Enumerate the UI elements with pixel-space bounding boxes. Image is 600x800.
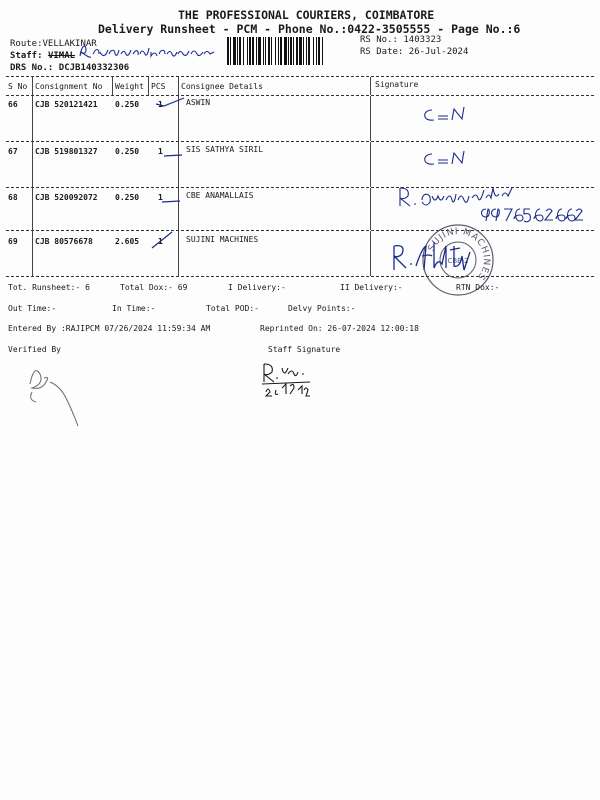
ii-delivery: II Delivery:-: [340, 283, 403, 292]
row-sno: 69: [8, 237, 18, 246]
stamp-text: SUJINI MACHINES: [426, 226, 492, 282]
tot-runsheet: Tot. Runsheet:- 6: [8, 283, 90, 292]
verified-by-label: Verified By: [8, 345, 61, 354]
row-tick-mark: [150, 92, 190, 116]
col-header-signature: Signature: [375, 80, 419, 89]
runsheet-subtitle: Delivery Runsheet - PCM - Phone No.:0422-3505555 - Page No.:6: [98, 22, 521, 36]
row-consignee: SIS SATHYA SIRIL: [186, 145, 264, 154]
row-divider: [32, 96, 33, 141]
row-separator: [6, 230, 594, 231]
barcode: [227, 37, 355, 65]
row-consignment: CJB 80576678: [35, 237, 93, 246]
rs-no-label: RS No.:: [360, 35, 398, 45]
staff-handwritten-name: [78, 42, 218, 64]
row-pcs: 1: [158, 193, 163, 202]
row-sno: 67: [8, 147, 18, 156]
verified-by-signature: [20, 354, 80, 438]
rs-date-value: 26-Jul-2024: [408, 47, 469, 57]
row-divider: [32, 231, 33, 276]
col-divider: [370, 77, 371, 95]
col-header-weight: Weight: [115, 82, 144, 91]
row-tick-mark: [150, 228, 180, 258]
company-title: THE PROFESSIONAL COURIERS, COIMBATORE: [178, 8, 435, 22]
total-pod: Total POD:-: [206, 304, 259, 313]
rs-no-line: [360, 35, 441, 45]
row-divider: [32, 142, 33, 187]
col-divider: [32, 77, 33, 95]
row-divider: [32, 188, 33, 230]
drs-line: [10, 63, 129, 73]
route-value: VELLAKINAR: [42, 39, 97, 49]
row-pcs: 1: [158, 237, 163, 246]
rs-date-label: RS Date:: [360, 47, 404, 57]
total-dox: Total Dox:- 69: [120, 283, 188, 292]
row-divider: [370, 188, 371, 230]
row-sno: 66: [8, 100, 18, 109]
row-signature: [390, 236, 480, 280]
row-consignee: CBE ANAMALLAIS: [186, 191, 254, 200]
row-signature: [420, 148, 480, 174]
col-header-consignment: Consignment No: [35, 82, 103, 91]
col-header-pcs: PCS: [151, 82, 166, 91]
row-tick-mark: [162, 146, 186, 165]
staff-signature-label: Staff Signature: [268, 345, 341, 354]
rtn-dox: RTN Dox:-: [456, 283, 500, 292]
row-tick-mark: [160, 192, 184, 211]
row-divider: [370, 231, 371, 276]
row-pcs: 1: [158, 100, 163, 109]
row-consignment: CJB 520121421: [35, 100, 98, 109]
out-time: Out Time:-: [8, 304, 57, 313]
stamp-subtext: CBE-2: [447, 257, 469, 265]
delvy-points: Delvy Points:-: [288, 304, 356, 313]
row-divider: [370, 142, 371, 187]
row-consignee: SUJINI MACHINES: [186, 235, 259, 244]
route-label: Route:: [10, 39, 43, 49]
col-divider: [112, 77, 113, 95]
i-delivery: I Delivery:-: [228, 283, 286, 292]
header-bottom-rule: [6, 95, 594, 96]
row-pcs: 1: [158, 147, 163, 156]
staff-value: VIMAL: [47, 51, 76, 61]
row-signature: [420, 104, 480, 130]
row-separator: [6, 141, 594, 142]
row-weight: 0.250: [115, 147, 140, 156]
staff-line: [10, 51, 75, 61]
staff-label: Staff:: [10, 51, 43, 61]
col-header-sno: S No: [8, 82, 28, 91]
row-consignee: ASWIN: [186, 98, 211, 107]
drs-value: DCJB140332306: [58, 63, 130, 73]
header-top-rule: [6, 76, 594, 77]
rs-date-line: [360, 47, 468, 57]
row-consignment: CJB 519801327: [35, 147, 98, 156]
col-header-consignee: Consignee Details: [181, 82, 263, 91]
drs-label: DRS No.:: [10, 63, 54, 73]
entered-by: Entered By :RAJIPCM 07/26/2024 11:59:34 AM: [8, 324, 211, 333]
row-weight: 0.250: [115, 100, 140, 109]
row-sno: 68: [8, 193, 18, 202]
table-bottom-rule: [6, 276, 594, 277]
col-divider: [148, 77, 149, 95]
reprinted-on: Reprinted On: 26-07-2024 12:00:18: [260, 324, 419, 333]
row-divider: [370, 96, 371, 141]
row-weight: 2.605: [115, 237, 140, 246]
in-time: In Time:-: [112, 304, 156, 313]
rs-no-value: 1403323: [403, 35, 442, 45]
row-consignment: CJB 520092072: [35, 193, 98, 202]
staff-signature: [258, 360, 328, 404]
row-weight: 0.250: [115, 193, 140, 202]
